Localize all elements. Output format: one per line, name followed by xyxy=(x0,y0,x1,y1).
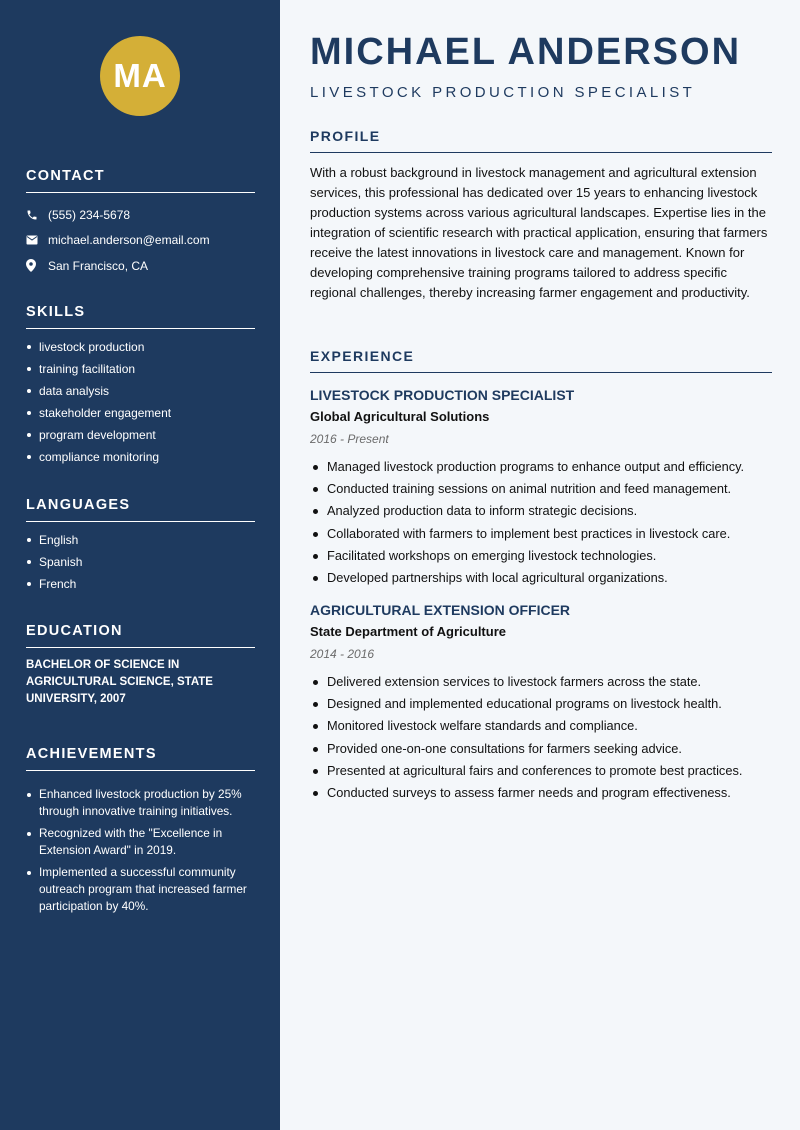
sidebar xyxy=(0,0,280,1130)
contact-heading: CONTACT xyxy=(26,168,255,193)
education-section xyxy=(26,623,255,708)
skill-item: compliance monitoring xyxy=(26,446,255,468)
job-bullets xyxy=(310,671,772,804)
skills-list xyxy=(26,336,255,468)
languages-heading: LANGUAGES xyxy=(26,497,255,522)
job-bullet: Delivered extension services to livestock farmers across the state. xyxy=(310,671,772,693)
profile-heading: PROFILE xyxy=(310,128,772,153)
achievement-item: Enhanced livestock production by 25% through innovative training initiatives. xyxy=(26,786,255,820)
location-pin-icon xyxy=(26,259,48,272)
job-bullet: Developed partnerships with local agricultural organizations. xyxy=(310,567,772,589)
candidate-title: LIVESTOCK PRODUCTION SPECIALIST xyxy=(310,84,696,101)
job-dates: 2014 - 2016 xyxy=(310,647,375,661)
job-bullets xyxy=(310,456,772,589)
skill-item: training facilitation xyxy=(26,358,255,380)
education-heading: EDUCATION xyxy=(26,623,255,648)
location-text: San Francisco, CA xyxy=(48,258,149,273)
avatar: MA xyxy=(100,36,180,116)
achievements-heading: ACHIEVEMENTS xyxy=(26,746,255,771)
languages-list xyxy=(26,529,255,595)
language-item: English xyxy=(26,529,255,551)
job-entry xyxy=(310,386,772,589)
job-dates: 2016 - Present xyxy=(310,432,389,446)
job-bullet: Monitored livestock welfare standards and compliance. xyxy=(310,715,772,737)
email-text[interactable]: michael.anderson@email.com xyxy=(48,233,210,248)
job-bullet: Presented at agricultural fairs and conferences to promote best practices. xyxy=(310,760,772,782)
achievement-item: Implemented a successful community outreach program that increased farmer participation by 40%. xyxy=(26,864,255,915)
skill-item: program development xyxy=(26,424,255,446)
profile-text: With a robust background in livestock management and agricultural extension services, this professional has dedicated over 15 years to enhancing livestock production systems across various agricultural landscapes. Expertise lies in the integration of scientific research with practical application, ensuring that farmers receive the latest innovations in livestock care and management. Known for developing comprehensive training programs tailored to address specific regional challenges, thereby increasing farmer engagement and productivity. xyxy=(310,165,768,300)
job-bullet: Managed livestock production programs to enhance output and efficiency. xyxy=(310,456,772,478)
job-bullet: Designed and implemented educational programs on livestock health. xyxy=(310,693,772,715)
job-bullet: Collaborated with farmers to implement best practices in livestock care. xyxy=(310,523,772,545)
contact-location xyxy=(26,253,255,279)
contact-section xyxy=(26,168,255,279)
skills-section xyxy=(26,304,255,468)
job-title: AGRICULTURAL EXTENSION OFFICER xyxy=(310,602,571,618)
job-entry xyxy=(310,601,772,804)
job-bullet: Provided one-on-one consultations for farmers seeking advice. xyxy=(310,738,772,760)
achievements-section xyxy=(26,746,255,920)
skill-item: stakeholder engagement xyxy=(26,402,255,424)
skill-item: livestock production xyxy=(26,336,255,358)
job-title: LIVESTOCK PRODUCTION SPECIALIST xyxy=(310,387,575,403)
phone-icon xyxy=(26,209,48,221)
languages-section xyxy=(26,497,255,595)
candidate-name: MICHAEL ANDERSON xyxy=(310,31,742,73)
contact-phone xyxy=(26,202,255,228)
job-bullet: Facilitated workshops on emerging livestock technologies. xyxy=(310,545,772,567)
phone-text[interactable]: (555) 234-5678 xyxy=(48,207,131,222)
skills-heading: SKILLS xyxy=(26,304,255,329)
achievements-list xyxy=(26,786,255,915)
job-company: State Department of Agriculture xyxy=(310,624,506,639)
job-bullet: Analyzed production data to inform strategic decisions. xyxy=(310,500,772,522)
achievement-item: Recognized with the "Excellence in Extension Award" in 2019. xyxy=(26,825,255,859)
job-bullet: Conducted training sessions on animal nutrition and feed management. xyxy=(310,478,772,500)
education-degree: BACHELOR OF SCIENCE IN AGRICULTURAL SCIENCE, STATE UNIVERSITY, 2007 xyxy=(26,659,213,705)
language-item: French xyxy=(26,573,255,595)
skill-item: data analysis xyxy=(26,380,255,402)
language-item: Spanish xyxy=(26,551,255,573)
email-icon xyxy=(26,235,48,245)
job-bullet: Conducted surveys to assess farmer needs and program effectiveness. xyxy=(310,782,772,804)
job-company: Global Agricultural Solutions xyxy=(310,409,490,424)
experience-heading: EXPERIENCE xyxy=(310,348,772,373)
contact-email xyxy=(26,228,255,254)
